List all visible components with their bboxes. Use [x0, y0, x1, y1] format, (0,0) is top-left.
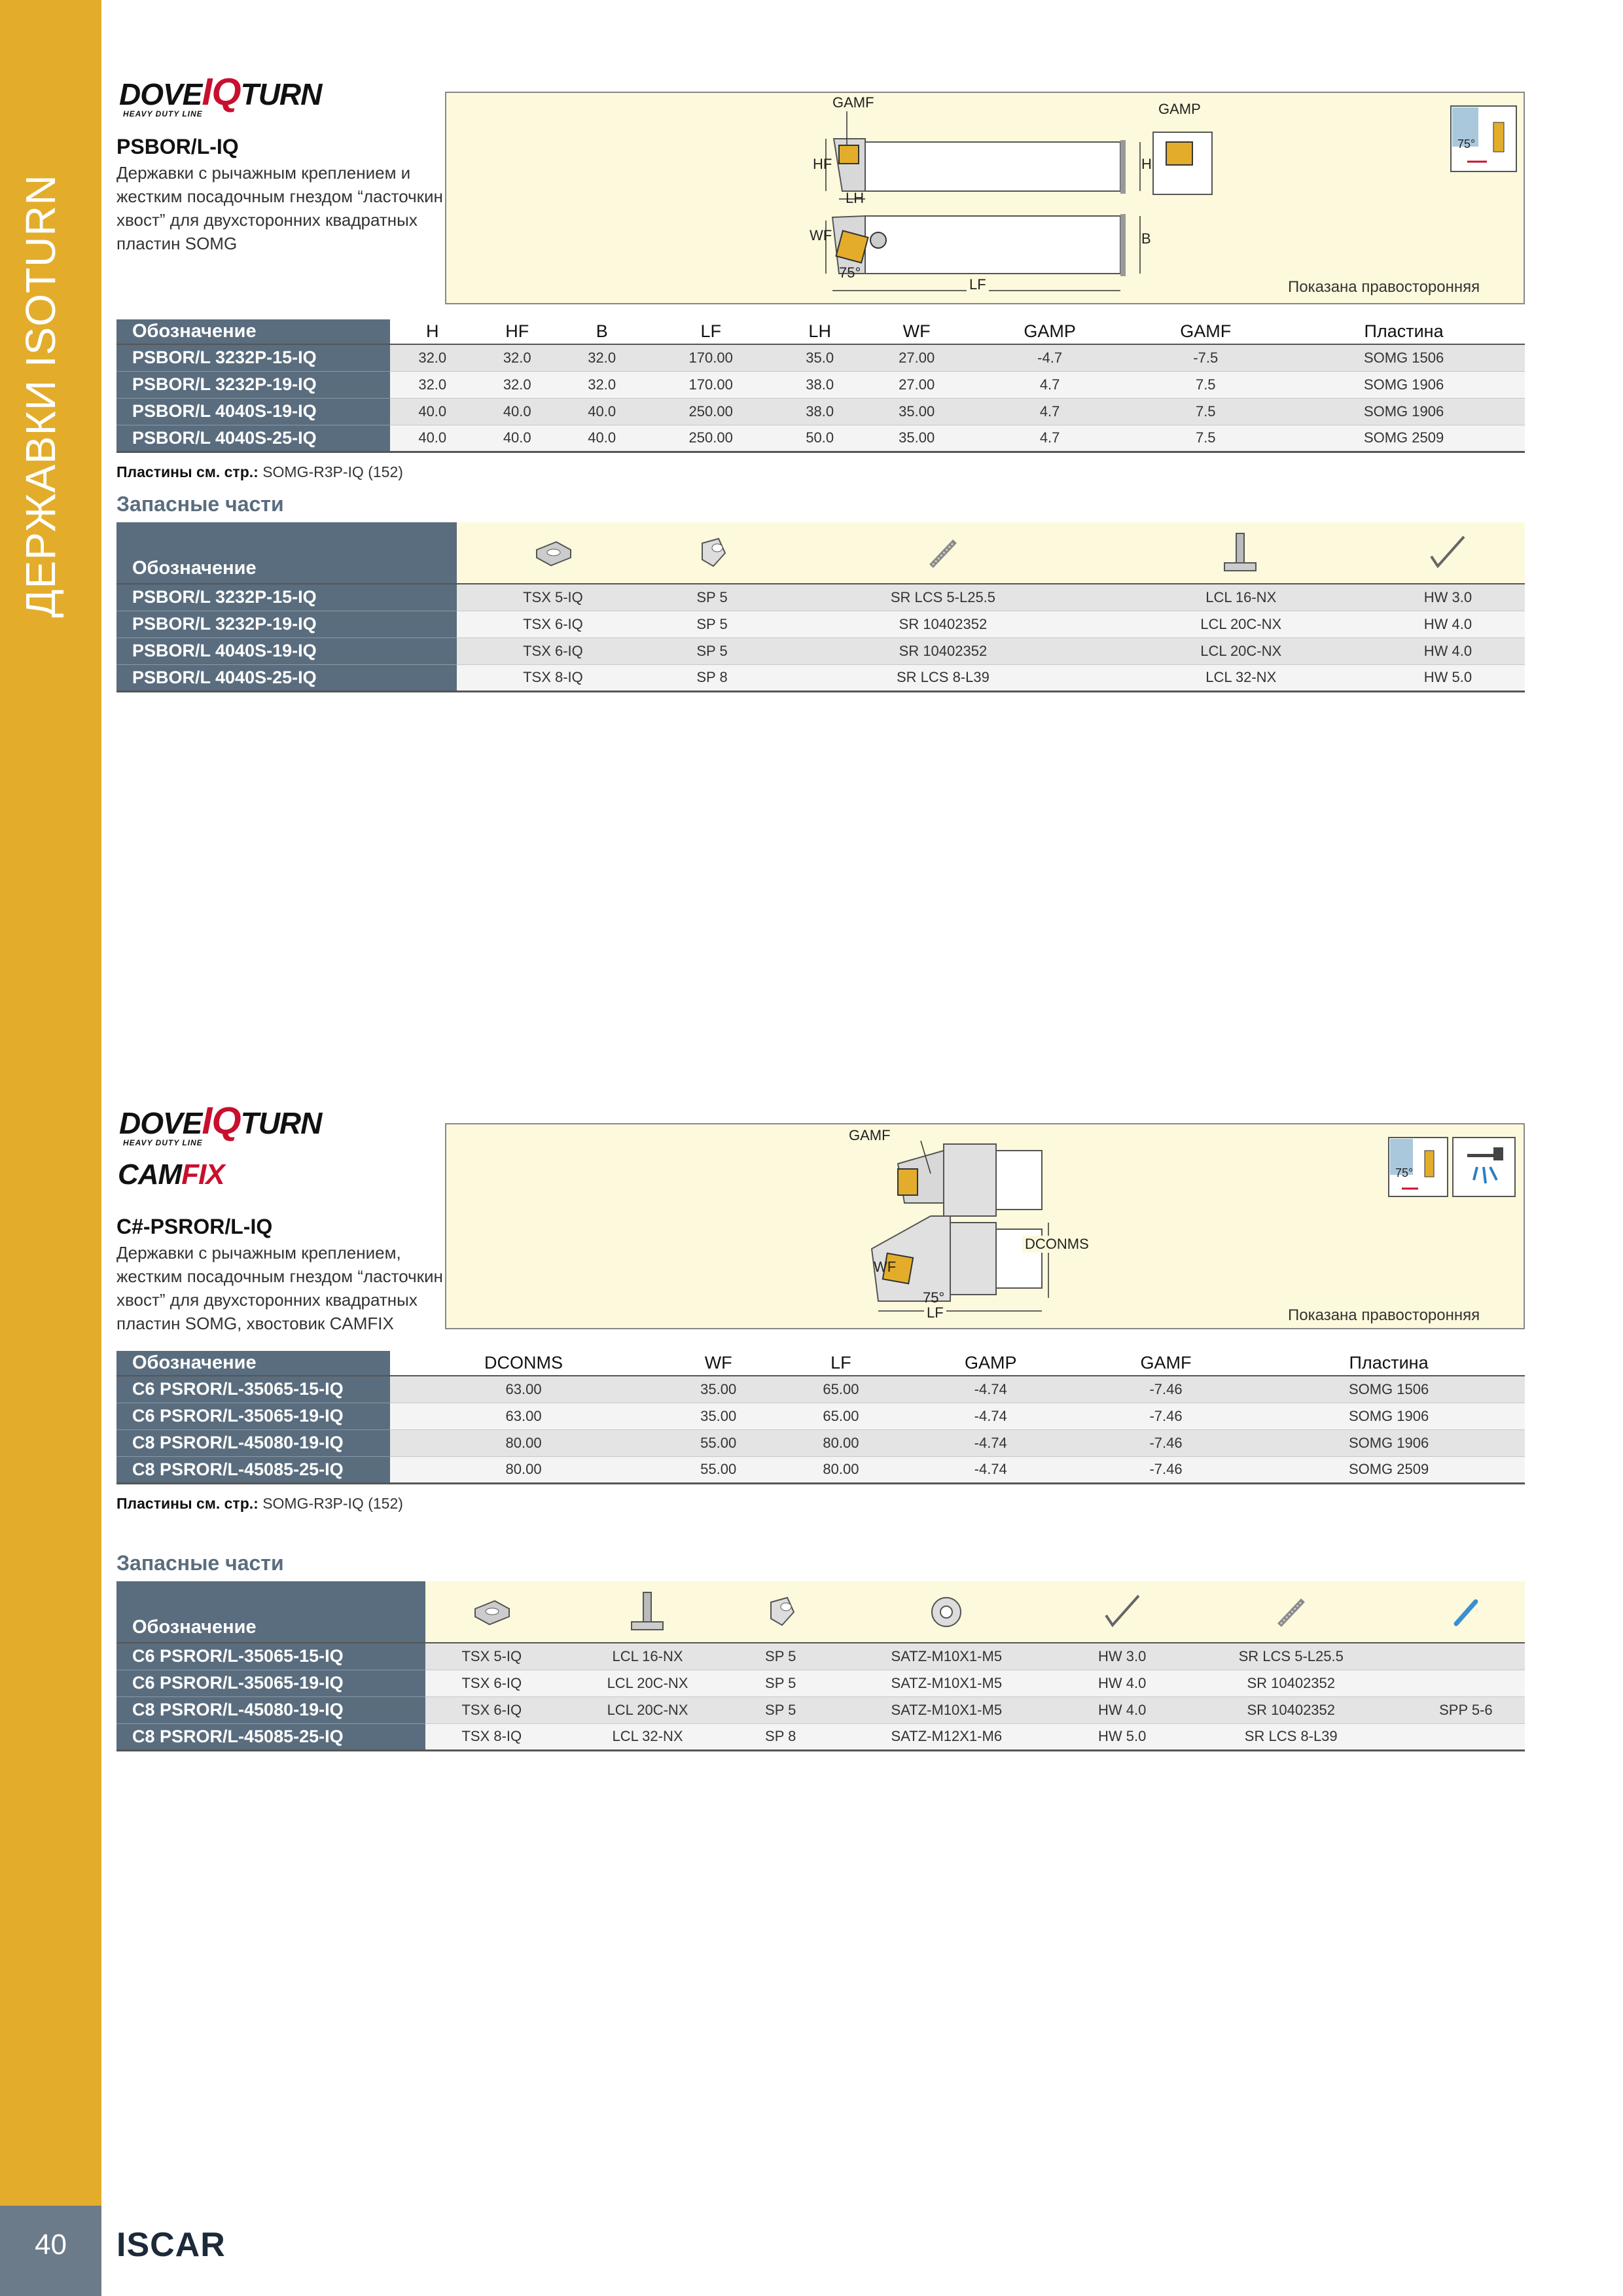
lever-icon	[1111, 522, 1371, 584]
col-lh: LH	[777, 319, 862, 344]
table-row	[116, 371, 1525, 398]
hex-key-icon	[1069, 1581, 1175, 1643]
table-row	[116, 611, 1525, 637]
cell: TSX 5-IQ	[425, 1643, 558, 1670]
cell: 55.00	[657, 1456, 779, 1483]
table-row	[116, 398, 1525, 425]
cell: 32.0	[390, 371, 474, 398]
label-wf: WF	[874, 1259, 897, 1275]
spare-parts-title: Запасные части	[116, 492, 284, 516]
row-designation: PSBOR/L 3232P-15-IQ	[116, 344, 390, 371]
table-row	[116, 584, 1525, 611]
cell: LCL 20C-NX	[1111, 611, 1371, 637]
label-angle: 75°	[839, 264, 861, 281]
cell: HW 4.0	[1069, 1696, 1175, 1723]
table-row	[116, 637, 1525, 664]
cell: 63.00	[390, 1376, 657, 1403]
cell: 170.00	[644, 371, 777, 398]
cell: 32.0	[474, 344, 559, 371]
col-lf: LF	[779, 1351, 902, 1376]
table-row	[116, 1403, 1525, 1429]
cell: HW 3.0	[1069, 1643, 1175, 1670]
cell: 35.00	[657, 1376, 779, 1403]
cell: TSX 6-IQ	[457, 637, 649, 664]
row-designation: PSBOR/L 3232P-19-IQ	[116, 611, 457, 637]
col-lf: LF	[644, 319, 777, 344]
col-hf: HF	[474, 319, 559, 344]
cell: SR LCS 8-L39	[775, 664, 1111, 691]
cell: 4.7	[971, 371, 1128, 398]
cell: 35.0	[777, 344, 862, 371]
cell: -7.46	[1079, 1403, 1253, 1429]
spare-parts-title: Запасные части	[116, 1551, 284, 1575]
label-lf: LF	[924, 1304, 946, 1321]
row-designation: PSBOR/L 4040S-19-IQ	[116, 637, 457, 664]
label-lh: LH	[846, 190, 865, 206]
cell: SATZ-M10X1-M5	[824, 1670, 1069, 1696]
table-row	[116, 1696, 1525, 1723]
col-gamf: GAMF	[1079, 1351, 1253, 1376]
cell: 40.0	[474, 425, 559, 452]
cell: SR 10402352	[1175, 1696, 1407, 1723]
cell: LCL 16-NX	[1111, 584, 1371, 611]
angle-icon-label: 75°	[1395, 1166, 1414, 1179]
col-gamp: GAMP	[971, 319, 1128, 344]
table-row	[116, 664, 1525, 691]
cell: 32.0	[560, 344, 644, 371]
cell: 32.0	[560, 371, 644, 398]
cell: LCL 32-NX	[558, 1723, 738, 1750]
cell: SOMG 1906	[1283, 371, 1525, 398]
col-b: B	[560, 319, 644, 344]
cell: 40.0	[560, 398, 644, 425]
cell: HW 5.0	[1371, 664, 1525, 691]
col-wf: WF	[657, 1351, 779, 1376]
spring-icon	[649, 522, 775, 584]
cell	[1407, 1670, 1525, 1696]
cell: SOMG 1906	[1253, 1403, 1525, 1429]
inserts-note: Пластины см. стр.: SOMG-R3P-IQ (152)	[116, 1495, 403, 1512]
cell: -7.46	[1079, 1376, 1253, 1403]
cell: 80.00	[390, 1429, 657, 1456]
table-row	[116, 344, 1525, 371]
cell: SOMG 2509	[1253, 1456, 1525, 1483]
label-b: B	[1141, 230, 1151, 247]
col-h: H	[390, 319, 474, 344]
row-designation: PSBOR/L 4040S-19-IQ	[116, 398, 390, 425]
label-h: H	[1141, 156, 1152, 172]
cell: -4.74	[902, 1429, 1079, 1456]
label-hf: HF	[813, 156, 832, 172]
cell	[1407, 1723, 1525, 1750]
cell: SATZ-M10X1-M5	[824, 1696, 1069, 1723]
cell: LCL 32-NX	[1111, 664, 1371, 691]
cell: SR LCS 5-L25.5	[1175, 1643, 1407, 1670]
cell: SP 5	[737, 1696, 824, 1723]
table-row	[116, 1376, 1525, 1403]
col-gamp: GAMP	[902, 1351, 1079, 1376]
cell: SOMG 1506	[1283, 344, 1525, 371]
col-designation: Обозначение	[116, 1581, 425, 1643]
cell: SP 5	[649, 637, 775, 664]
col-insert: Пластина	[1253, 1351, 1525, 1376]
clamp-icon	[457, 522, 649, 584]
row-designation: PSBOR/L 3232P-19-IQ	[116, 371, 390, 398]
cell: 250.00	[644, 425, 777, 452]
pin-icon	[1407, 1581, 1525, 1643]
cell: 50.0	[777, 425, 862, 452]
tool-drawing	[445, 92, 1525, 304]
shown-right-hand: Показана правосторонняя	[1288, 1306, 1480, 1324]
col-gamf: GAMF	[1128, 319, 1283, 344]
cell: LCL 16-NX	[558, 1643, 738, 1670]
product-description: Державки с рычажным креплением и жестким посадочным гнездом “ласточкин хвост” для двухсторонних квадратных пластин SOMG	[116, 163, 443, 253]
table-header	[116, 1581, 1525, 1643]
cell: HW 4.0	[1371, 611, 1525, 637]
product-code: C#-PSROR/L-IQ	[116, 1215, 273, 1238]
cell: TSX 6-IQ	[457, 611, 649, 637]
col-designation: Обозначение	[116, 522, 457, 584]
cell: HW 4.0	[1371, 637, 1525, 664]
spec-table-2	[116, 1351, 1525, 1484]
row-designation: C8 PSROR/L-45085-25-IQ	[116, 1456, 390, 1483]
table-row	[116, 1643, 1525, 1670]
row-designation: C8 PSROR/L-45085-25-IQ	[116, 1723, 425, 1750]
cell: SP 5	[649, 611, 775, 637]
cell: 38.0	[777, 371, 862, 398]
hex-key-icon	[1371, 522, 1525, 584]
table-row	[116, 1456, 1525, 1483]
cell: -7.46	[1079, 1456, 1253, 1483]
camfix-logo: CAMFIX	[118, 1158, 224, 1191]
row-designation: C6 PSROR/L-35065-15-IQ	[116, 1643, 425, 1670]
cell: 63.00	[390, 1403, 657, 1429]
row-designation: C6 PSROR/L-35065-19-IQ	[116, 1670, 425, 1696]
tool-drawing	[445, 1123, 1525, 1329]
nut-icon	[824, 1581, 1069, 1643]
cell: 32.0	[390, 344, 474, 371]
cell: 80.00	[779, 1456, 902, 1483]
inserts-note: Пластины см. стр.: SOMG-R3P-IQ (152)	[116, 463, 403, 480]
cell: SOMG 1906	[1253, 1429, 1525, 1456]
cell: 40.0	[474, 398, 559, 425]
row-designation: C6 PSROR/L-35065-15-IQ	[116, 1376, 390, 1403]
inserts-link[interactable]: SOMG-R3P-IQ (152)	[262, 463, 403, 480]
side-title: ДЕРЖАВКИ ISOTURN	[17, 174, 64, 618]
cell: 32.0	[474, 371, 559, 398]
table-header	[116, 1351, 1525, 1376]
cell: SR 10402352	[775, 637, 1111, 664]
cell	[1407, 1643, 1525, 1670]
brand-name: ISCAR	[116, 2226, 226, 2264]
cell: 40.0	[560, 425, 644, 452]
cell: -4.74	[902, 1376, 1079, 1403]
col-designation: Обозначение	[116, 319, 390, 344]
clamp-icon	[425, 1581, 558, 1643]
spring-icon	[737, 1581, 824, 1643]
cell: -7.5	[1128, 344, 1283, 371]
cell: SATZ-M10X1-M5	[824, 1643, 1069, 1670]
doveiqturn-logo: DOVEIQTURN HEAVY DUTY LINE	[119, 1100, 322, 1147]
cell: HW 3.0	[1371, 584, 1525, 611]
inserts-link[interactable]: SOMG-R3P-IQ (152)	[262, 1495, 403, 1512]
spec-table-1	[116, 319, 1525, 453]
spare-parts-table-1	[116, 522, 1525, 692]
cell: SOMG 2509	[1283, 425, 1525, 452]
cell: 65.00	[779, 1403, 902, 1429]
lever-icon	[558, 1581, 738, 1643]
label-gamp: GAMP	[1158, 101, 1201, 117]
cell: 4.7	[971, 425, 1128, 452]
spare-parts-table-2	[116, 1581, 1525, 1751]
cell: SATZ-M12X1-M6	[824, 1723, 1069, 1750]
doveiqturn-logo: DOVEIQTURN HEAVY DUTY LINE	[119, 71, 322, 118]
table-header	[116, 319, 1525, 344]
cell: SR LCS 5-L25.5	[775, 584, 1111, 611]
cell: 7.5	[1128, 371, 1283, 398]
table-row	[116, 425, 1525, 452]
cell: HW 5.0	[1069, 1723, 1175, 1750]
cell: SP 5	[649, 584, 775, 611]
cell: SPP 5-6	[1407, 1696, 1525, 1723]
cell: TSX 8-IQ	[457, 664, 649, 691]
angle-icon-label: 75°	[1457, 137, 1476, 151]
cell: SR 10402352	[1175, 1670, 1407, 1696]
row-designation: C8 PSROR/L-45080-19-IQ	[116, 1429, 390, 1456]
screw-icon	[775, 522, 1111, 584]
table-row	[116, 1429, 1525, 1456]
product-description: Державки с рычажным креплением, жестким посадочным гнездом “ласточкин хвост” для двухсторонних квадратных пластин SOMG, хвостовик CAMFIX	[116, 1243, 443, 1333]
cell: LCL 20C-NX	[558, 1696, 738, 1723]
row-designation: PSBOR/L 4040S-25-IQ	[116, 664, 457, 691]
cell: SP 8	[737, 1723, 824, 1750]
cell: TSX 6-IQ	[425, 1696, 558, 1723]
label-gamf: GAMF	[849, 1127, 891, 1143]
cell: TSX 8-IQ	[425, 1723, 558, 1750]
cell: 40.0	[390, 398, 474, 425]
cell: SR 10402352	[775, 611, 1111, 637]
col-designation: Обозначение	[116, 1351, 390, 1376]
cell: 80.00	[779, 1429, 902, 1456]
cell: 7.5	[1128, 425, 1283, 452]
product-code: PSBOR/L-IQ	[116, 135, 239, 158]
col-dconms: DCONMS	[390, 1351, 657, 1376]
row-designation: PSBOR/L 3232P-15-IQ	[116, 584, 457, 611]
cell: 250.00	[644, 398, 777, 425]
label-angle: 75°	[923, 1289, 945, 1306]
cell: SOMG 1906	[1283, 398, 1525, 425]
cell: SP 5	[737, 1670, 824, 1696]
cell: -4.74	[902, 1403, 1079, 1429]
cell: LCL 20C-NX	[558, 1670, 738, 1696]
cell: HW 4.0	[1069, 1670, 1175, 1696]
cell: 55.00	[657, 1429, 779, 1456]
table-row	[116, 1670, 1525, 1696]
cell: -7.46	[1079, 1429, 1253, 1456]
cell: -4.7	[971, 344, 1128, 371]
table-row	[116, 1723, 1525, 1750]
col-wf: WF	[862, 319, 971, 344]
cell: SP 8	[649, 664, 775, 691]
cell: 38.0	[777, 398, 862, 425]
label-lf: LF	[967, 276, 989, 293]
label-gamf: GAMF	[832, 94, 874, 111]
cell: LCL 20C-NX	[1111, 637, 1371, 664]
cell: 35.00	[862, 425, 971, 452]
cell: 80.00	[390, 1456, 657, 1483]
cell: TSX 5-IQ	[457, 584, 649, 611]
cell: 65.00	[779, 1376, 902, 1403]
cell: 40.0	[390, 425, 474, 452]
row-designation: C8 PSROR/L-45080-19-IQ	[116, 1696, 425, 1723]
cell: -4.74	[902, 1456, 1079, 1483]
label-wf: WF	[810, 227, 832, 243]
cell: 35.00	[862, 398, 971, 425]
cell: TSX 6-IQ	[425, 1670, 558, 1696]
table-header	[116, 522, 1525, 584]
shown-right-hand: Показана правосторонняя	[1288, 278, 1480, 296]
screw-icon	[1175, 1581, 1407, 1643]
cell: 27.00	[862, 371, 971, 398]
cell: 4.7	[971, 398, 1128, 425]
cell: 170.00	[644, 344, 777, 371]
row-designation: PSBOR/L 4040S-25-IQ	[116, 425, 390, 452]
cell: 7.5	[1128, 398, 1283, 425]
col-insert: Пластина	[1283, 319, 1525, 344]
label-dconms: DCONMS	[1022, 1236, 1092, 1253]
cell: SOMG 1506	[1253, 1376, 1525, 1403]
cell: 27.00	[862, 344, 971, 371]
cell: SP 5	[737, 1643, 824, 1670]
cell: 35.00	[657, 1403, 779, 1429]
cell: SR LCS 8-L39	[1175, 1723, 1407, 1750]
page-number: 40	[35, 2229, 67, 2261]
row-designation: C6 PSROR/L-35065-19-IQ	[116, 1403, 390, 1429]
